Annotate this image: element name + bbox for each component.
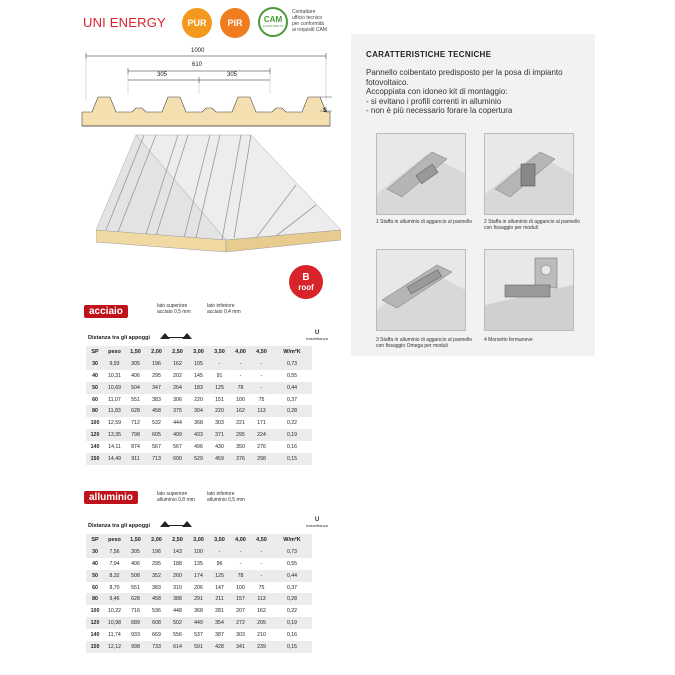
support-triangle-icon [182, 333, 192, 339]
acciaio-span-title: Distanza tra gli appoggi [88, 335, 151, 341]
table-cell: 276 [251, 441, 272, 453]
product-title: UNI ENERGY [83, 15, 166, 30]
table-cell: - [230, 546, 251, 558]
table-cell: 459 [209, 453, 230, 465]
table-row [86, 617, 312, 629]
table-cell: - [230, 358, 251, 370]
table-cell: 371 [209, 429, 230, 441]
table-cell: 0,22 [272, 417, 312, 429]
col-header: SP [86, 346, 104, 358]
table-cell: 174 [188, 570, 209, 582]
table-cell: 260 [167, 570, 188, 582]
table-cell: 0,44 [272, 570, 312, 582]
table-cell: 7,94 [104, 558, 125, 570]
thickness-cell: 80 [86, 405, 104, 417]
dim-610: 610 [192, 62, 203, 68]
col-header: 4,00 [230, 346, 251, 358]
table-cell: 605 [146, 429, 167, 441]
table-cell: 75 [251, 394, 272, 406]
table-cell: 196 [146, 546, 167, 558]
table-cell: 91 [209, 370, 230, 382]
table-cell: 0,28 [272, 593, 312, 605]
table-cell: 12,12 [104, 641, 125, 653]
table-cell: 600 [167, 453, 188, 465]
table-cell: 628 [125, 593, 146, 605]
table-header-row [86, 346, 312, 358]
table-cell: 911 [125, 453, 146, 465]
support-triangle-icon [182, 521, 192, 527]
note-line: lato inferiore [207, 303, 235, 309]
table-cell: 567 [146, 441, 167, 453]
note-line: acciaio 0,4 mm [207, 309, 241, 315]
table-cell: 135 [188, 558, 209, 570]
table-cell: 502 [167, 617, 188, 629]
table-row [86, 605, 312, 617]
dim-thickness: S [323, 108, 328, 114]
table-cell: 147 [209, 582, 230, 594]
dim-1000: 1000 [191, 48, 205, 54]
table-cell: - [251, 558, 272, 570]
alluminio-table [86, 534, 312, 653]
thickness-cell: 120 [86, 429, 104, 441]
table-cell: 162 [167, 358, 188, 370]
col-header: SP [86, 534, 104, 546]
table-cell: 352 [146, 570, 167, 582]
table-cell: 874 [125, 441, 146, 453]
thickness-cell: 100 [86, 417, 104, 429]
table-cell: 608 [146, 617, 167, 629]
col-header: 3,50 [209, 534, 230, 546]
col-header: 4,50 [251, 346, 272, 358]
table-cell: 220 [188, 394, 209, 406]
col-header: 2,50 [167, 534, 188, 546]
table-row [86, 417, 312, 429]
broof-line1: B [302, 271, 310, 283]
table-cell: 551 [125, 394, 146, 406]
acciaio-bottom-note [207, 303, 241, 315]
cam-note [292, 9, 336, 33]
table-cell: 11,83 [104, 405, 125, 417]
dim-305-right: 305 [227, 72, 238, 78]
table-cell: 556 [167, 629, 188, 641]
table-row [86, 629, 312, 641]
table-cell: - [251, 382, 272, 394]
table-cell: 716 [125, 605, 146, 617]
acciaio-top-note [157, 303, 191, 315]
support-triangle-icon [160, 521, 170, 527]
pir-badge-label: PIR [227, 18, 243, 28]
table-row [86, 441, 312, 453]
table-cell: 0,19 [272, 429, 312, 441]
table-cell: 211 [209, 593, 230, 605]
col-header: W/m²K [272, 534, 312, 546]
table-cell: 10,98 [104, 617, 125, 629]
thickness-cell: 120 [86, 617, 104, 629]
table-cell: 220 [209, 405, 230, 417]
table-cell: 0,37 [272, 582, 312, 594]
table-cell: 7,56 [104, 546, 125, 558]
table-cell: 430 [209, 441, 230, 453]
table-cell: 206 [188, 582, 209, 594]
panel-section [82, 97, 330, 126]
table-cell: 151 [209, 394, 230, 406]
table-cell: 376 [230, 453, 251, 465]
note-line: lato superiore [157, 491, 188, 497]
table-cell: 188 [167, 558, 188, 570]
acciaio-label: acciaio [84, 305, 128, 318]
table-cell: 239 [251, 641, 272, 653]
thickness-cell: 40 [86, 370, 104, 382]
table-cell: 428 [209, 641, 230, 653]
table-cell: 100 [230, 394, 251, 406]
col-header: 2,00 [146, 534, 167, 546]
alluminio-span-title: Distanza tra gli appoggi [88, 523, 151, 529]
table-cell: 11,74 [104, 629, 125, 641]
table-cell: 205 [251, 617, 272, 629]
thickness-cell: 140 [86, 629, 104, 641]
table-cell: 291 [188, 593, 209, 605]
table-cell: 13,35 [104, 429, 125, 441]
table-cell: 798 [125, 429, 146, 441]
table-cell: 0,22 [272, 605, 312, 617]
table-cell: 551 [125, 582, 146, 594]
u-title: U [314, 517, 320, 523]
caption-2: 2 Staffa in alluminio di aggancio al pannello con fissaggio per moduli [484, 219, 581, 231]
thickness-cell: 60 [86, 394, 104, 406]
table-cell: 183 [188, 382, 209, 394]
col-header: 4,00 [230, 534, 251, 546]
table-cell: 0,44 [272, 382, 312, 394]
table-cell: 75 [251, 582, 272, 594]
note-line: alluminio 0,8 mm [157, 497, 195, 503]
col-header: 3,50 [209, 346, 230, 358]
photo-morsetto [484, 249, 574, 331]
table-cell: - [230, 558, 251, 570]
table-cell: 100 [188, 546, 209, 558]
table-cell: 347 [146, 382, 167, 394]
table-cell: - [209, 358, 230, 370]
table-cell: 264 [167, 382, 188, 394]
table-row [86, 453, 312, 465]
thickness-cell: 50 [86, 570, 104, 582]
table-cell: 125 [209, 382, 230, 394]
table-row [86, 394, 312, 406]
note-line: acciaio 0,5 mm [157, 309, 191, 315]
acciaio-u-header [300, 330, 334, 341]
table-cell: 125 [209, 570, 230, 582]
col-header: 3,00 [188, 346, 209, 358]
col-header: 2,50 [167, 346, 188, 358]
col-header: 1,50 [125, 534, 146, 546]
technical-line: Accoppiata con idoneo kit di montaggio: [366, 87, 508, 96]
table-cell: 458 [146, 593, 167, 605]
table-cell: 96 [209, 558, 230, 570]
alluminio-label: alluminio [84, 491, 138, 504]
table-cell: 305 [125, 358, 146, 370]
table-cell: 10,22 [104, 605, 125, 617]
thickness-cell: 80 [86, 593, 104, 605]
table-row [86, 405, 312, 417]
table-cell: 669 [146, 629, 167, 641]
table-row [86, 382, 312, 394]
table-cell: 433 [188, 429, 209, 441]
table-row [86, 558, 312, 570]
profile-drawing [80, 42, 340, 132]
table-cell: 10,31 [104, 370, 125, 382]
table-cell: 305 [125, 546, 146, 558]
caption-4: 4 Morsetto fermaneve [484, 337, 533, 343]
table-cell: 162 [251, 605, 272, 617]
table-cell: 350 [230, 441, 251, 453]
table-cell: 388 [167, 593, 188, 605]
table-cell: - [251, 358, 272, 370]
thickness-cell: 30 [86, 546, 104, 558]
table-cell: 689 [125, 617, 146, 629]
table-cell: 210 [251, 629, 272, 641]
table-cell: 295 [146, 370, 167, 382]
table-cell: 368 [188, 417, 209, 429]
thickness-cell: 150 [86, 641, 104, 653]
technical-description [366, 68, 591, 116]
cam-note-line: Contattare [292, 9, 316, 15]
table-cell: 303 [230, 629, 251, 641]
table-cell: 406 [125, 370, 146, 382]
table-cell: 628 [125, 405, 146, 417]
table-cell: 303 [209, 417, 230, 429]
col-header: 1,50 [125, 346, 146, 358]
alluminio-u-header [300, 517, 334, 528]
table-cell: 113 [251, 405, 272, 417]
table-cell: 449 [188, 617, 209, 629]
table-cell: - [251, 370, 272, 382]
table-cell: 0,19 [272, 617, 312, 629]
pir-badge [220, 8, 250, 38]
cam-note-line: ufficio tecnico [292, 15, 323, 21]
table-cell: 406 [125, 558, 146, 570]
table-cell: 0,55 [272, 370, 312, 382]
table-cell: - [230, 370, 251, 382]
photo-staffa-1 [376, 133, 466, 215]
table-cell: 504 [125, 382, 146, 394]
table-cell: 113 [251, 593, 272, 605]
table-cell: 221 [230, 417, 251, 429]
table-cell: 0,37 [272, 394, 312, 406]
table-cell: 224 [251, 429, 272, 441]
pur-badge-label: PUR [187, 18, 207, 28]
table-cell: 281 [209, 605, 230, 617]
table-cell: 162 [230, 405, 251, 417]
col-header: peso [104, 346, 125, 358]
note-line: lato superiore [157, 303, 188, 309]
table-cell: 295 [146, 558, 167, 570]
table-cell: 196 [146, 358, 167, 370]
table-cell: 78 [230, 570, 251, 582]
panel-3d-drawing [96, 130, 341, 255]
technical-line: Pannello coibentato predisposto per la posa di impianto [366, 68, 563, 77]
table-cell: - [251, 570, 272, 582]
table-cell: 9,93 [104, 358, 125, 370]
table-cell: 202 [167, 370, 188, 382]
thickness-cell: 140 [86, 441, 104, 453]
table-cell: 295 [230, 429, 251, 441]
thickness-cell: 40 [86, 558, 104, 570]
u-title: U [314, 330, 320, 336]
table-cell: 8,70 [104, 582, 125, 594]
table-row [86, 546, 312, 558]
span-line [165, 525, 187, 526]
table-cell: 207 [230, 605, 251, 617]
table-row [86, 593, 312, 605]
broof-badge [289, 265, 323, 299]
table-cell: 933 [125, 629, 146, 641]
table-cell: 537 [188, 629, 209, 641]
table-cell: 458 [146, 405, 167, 417]
table-cell: 444 [167, 417, 188, 429]
caption-1: 1 Staffa in alluminio di aggancio al pannello [376, 219, 473, 225]
col-header: peso [104, 534, 125, 546]
caption-3: 3 Staffa in alluminio di aggancio al pannello con fissaggio Omega per moduli [376, 337, 473, 349]
col-header: 3,00 [188, 534, 209, 546]
table-cell: 10,69 [104, 382, 125, 394]
cam-note-line: per conformità [292, 21, 324, 27]
table-row [86, 582, 312, 594]
cam-badge-label: CAM [263, 15, 283, 24]
table-cell: 14,11 [104, 441, 125, 453]
table-cell: - [209, 546, 230, 558]
table-cell: 591 [188, 641, 209, 653]
table-cell: 143 [167, 546, 188, 558]
u-subtitle: trasmittanza [306, 523, 328, 528]
col-header: W/m²K [272, 346, 312, 358]
table-cell: 383 [146, 582, 167, 594]
table-cell: 105 [188, 358, 209, 370]
table-cell: 508 [125, 570, 146, 582]
table-cell: 712 [125, 417, 146, 429]
cam-badge-subtext: CONFORMITÀ [262, 24, 284, 28]
technical-title: CARATTERISTICHE TECNICHE [366, 50, 492, 59]
table-cell: 375 [167, 405, 188, 417]
u-subtitle: trasmittanza [306, 336, 328, 341]
dim-305-left: 305 [157, 72, 168, 78]
table-cell: 567 [167, 441, 188, 453]
table-cell: 532 [146, 417, 167, 429]
photo-staffa-3 [376, 249, 466, 331]
table-cell: 341 [230, 641, 251, 653]
pur-badge [182, 8, 212, 38]
table-cell: 733 [146, 641, 167, 653]
table-cell: 306 [167, 394, 188, 406]
alluminio-top-note [157, 491, 195, 503]
table-cell: 383 [146, 394, 167, 406]
table-cell: 14,49 [104, 453, 125, 465]
thickness-cell: 60 [86, 582, 104, 594]
table-cell: 368 [188, 605, 209, 617]
table-cell: 536 [146, 605, 167, 617]
col-header: 4,50 [251, 534, 272, 546]
table-cell: 0,73 [272, 546, 312, 558]
table-cell: 11,07 [104, 394, 125, 406]
acciaio-table [86, 346, 312, 465]
table-cell: 157 [230, 593, 251, 605]
thickness-cell: 150 [86, 453, 104, 465]
table-cell: 499 [167, 429, 188, 441]
table-row [86, 429, 312, 441]
table-cell: 0,28 [272, 405, 312, 417]
table-cell: 298 [251, 453, 272, 465]
table-cell: 448 [167, 605, 188, 617]
table-cell: 272 [230, 617, 251, 629]
table-cell: 0,16 [272, 629, 312, 641]
table-cell: 713 [146, 453, 167, 465]
table-cell: 171 [251, 417, 272, 429]
table-cell: 0,55 [272, 558, 312, 570]
table-row [86, 570, 312, 582]
table-row [86, 641, 312, 653]
table-cell: 8,32 [104, 570, 125, 582]
thickness-cell: 30 [86, 358, 104, 370]
table-cell: 304 [188, 405, 209, 417]
table-header-row [86, 534, 312, 546]
note-line: alluminio 0,5 mm [207, 497, 245, 503]
col-header: 2,00 [146, 346, 167, 358]
note-line: lato inferiore [207, 491, 235, 497]
table-cell: 387 [209, 629, 230, 641]
table-cell: - [251, 546, 272, 558]
table-cell: 12,59 [104, 417, 125, 429]
table-cell: 100 [230, 582, 251, 594]
span-line [165, 337, 187, 338]
table-cell: 0,15 [272, 453, 312, 465]
broof-line2: roof [298, 282, 314, 292]
table-cell: 496 [188, 441, 209, 453]
technical-line: fotovoltaico. [366, 77, 409, 87]
table-cell: 0,15 [272, 641, 312, 653]
thickness-cell: 50 [86, 382, 104, 394]
cam-badge [258, 7, 288, 37]
thickness-cell: 100 [86, 605, 104, 617]
table-cell: 0,16 [272, 441, 312, 453]
cam-note-line: ai requisiti CAM [292, 27, 328, 33]
table-cell: 529 [188, 453, 209, 465]
table-row [86, 358, 312, 370]
table-cell: 0,73 [272, 358, 312, 370]
photo-staffa-2 [484, 133, 574, 215]
table-cell: 78 [230, 382, 251, 394]
table-cell: 310 [167, 582, 188, 594]
alluminio-bottom-note [207, 491, 245, 503]
table-cell: 354 [209, 617, 230, 629]
support-triangle-icon [160, 333, 170, 339]
technical-line: - si evitano i profili correnti in alluminio [366, 96, 502, 106]
table-cell: 614 [167, 641, 188, 653]
table-cell: 9,46 [104, 593, 125, 605]
technical-line: - non è più necessario forare la copertura [366, 106, 513, 115]
table-row [86, 370, 312, 382]
table-cell: 998 [125, 641, 146, 653]
table-cell: 145 [188, 370, 209, 382]
